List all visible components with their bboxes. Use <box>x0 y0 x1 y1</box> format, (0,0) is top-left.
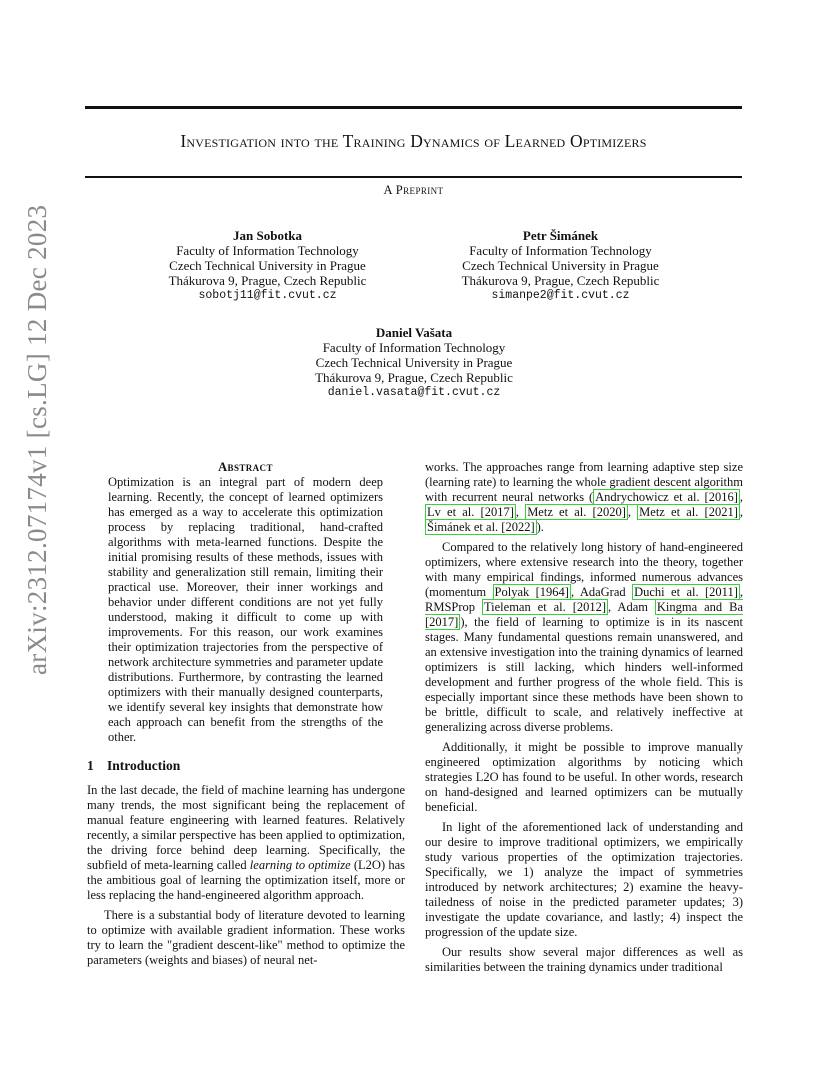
author-address: Thákurova 9, Prague, Czech Republic <box>461 273 660 288</box>
citation-link[interactable]: Andrychowicz et al. [2016] <box>595 490 738 504</box>
citation-link[interactable]: Kingma and Ba [2017] <box>425 600 743 629</box>
author-name: Jan Sobotka <box>233 228 302 243</box>
author-univ: Czech Technical University in Prague <box>315 355 513 370</box>
author-dept: Faculty of Information Technology <box>469 243 652 258</box>
emphasis-text: learning to optimize <box>249 858 351 872</box>
paragraph: In light of the aforementioned lack of understanding and our desire to improve traditional optimizers, we empirically study various properties of the optimization trajectories. Specifically, we 1) analyze the impact of symmetries introduced by network architectures; 2) examine the heavy-tailedness of noise in the predicted parameter updates; 3) investigate the update covariance, and lastly; 4) inspect the progression of the update size. <box>425 820 743 939</box>
text-run: , Adam <box>608 600 655 614</box>
author-email[interactable]: simanpe2@fit.cvut.cz <box>491 289 630 302</box>
text-run: , <box>739 505 743 519</box>
text-run: ), the field of learning to optimize is in its nascent stages. Many fundamental questions remain unanswered, and an extensive investigation into the training dynamics of learned optimizers is still lacking, which hinders well-informed development and further progress of the whole field. This is especially important since these methods have been shown to be brittle, difficult to scale, and relatively ineffective at generalizing across diverse problems. <box>425 615 743 734</box>
paragraph: Our results show several major differences as well as similarities between the training dynamics under traditional <box>425 945 743 974</box>
citation-link[interactable]: Metz et al. [2020] <box>527 505 626 519</box>
section-title: Introduction <box>107 758 181 773</box>
top-rule <box>85 106 742 109</box>
paragraph <box>425 540 743 735</box>
citation-link[interactable]: Lv et al. [2017] <box>427 505 514 519</box>
paragraph <box>425 460 743 535</box>
citation-link[interactable]: Polyak [1964] <box>494 585 569 599</box>
abstract-text: Optimization is an integral part of modern deep learning. Recently, the concept of learned optimizers has emerged as a way to accelerate this optimization process by replacing traditional, hand-crafted algorithms with meta-learned functions. Despite the initial promising results of these methods, issues with stability and generalization still remain, limiting their practical use. Moreover, their inner workings and behavior under different conditions are not yet fully understood, making it difficult to come up with improvements. For this reason, our work examines their optimization trajectories from the perspective of network architecture symmetries and parameter update distributions. Furthermore, by contrasting the learned optimizers with their manually designed counterparts, we identify several key insights that demonstrate how each approach can benefit from the strengths of the other. <box>108 475 383 744</box>
paragraph <box>87 783 405 903</box>
arxiv-stamp <box>22 204 52 675</box>
arxiv-id: arXiv:2312.07174v1 [cs.LG] 12 Dec 2023 <box>22 204 52 675</box>
author-name: Petr Šimánek <box>522 228 599 243</box>
author-name: Daniel Vašata <box>375 325 453 340</box>
text-run: , <box>515 505 526 519</box>
author-address: Thákurova 9, Prague, Czech Republic <box>315 370 513 385</box>
author-univ: Czech Technical University in Prague <box>462 258 659 273</box>
bottom-rule <box>85 176 742 178</box>
author-block-3 <box>284 325 544 400</box>
citation-link[interactable]: Tieleman et al. [2012] <box>483 600 607 614</box>
text-run: In the last decade, the field of machine learning has undergone many trends, the most significant being the replacement of manual feature engineering with learned features. Relatively recently, a similar perspective has been applied to optimization, the driving force behind deep learning. Specifically, the subfield of meta-learning called <box>87 783 405 872</box>
paper-title: Investigation into the Training Dynamics of Learned Optimizers <box>180 131 647 151</box>
author-email[interactable]: sobotj11@fit.cvut.cz <box>198 289 337 302</box>
section-number: 1 <box>87 758 94 773</box>
text-run: ). <box>536 520 544 534</box>
preprint-label: A Preprint <box>383 183 444 197</box>
paragraph: Additionally, it might be possible to improve manually engineered optimization algorithms by noticing which strategies L2O has found to be useful. In other words, research on hand-designed and learned optimizers can be mutually beneficial. <box>425 740 743 814</box>
intro-left-column <box>87 783 405 968</box>
citation-link[interactable]: Šimánek et al. [2022] <box>427 520 535 534</box>
author-address: Thákurova 9, Prague, Czech Republic <box>168 273 367 288</box>
text-run: , AdaGrad <box>570 585 633 599</box>
author-block-2 <box>433 228 688 303</box>
section-heading <box>87 758 180 774</box>
citation-link[interactable]: Metz et al. [2021] <box>639 505 738 519</box>
author-univ: Czech Technical University in Prague <box>169 258 366 273</box>
author-block-1 <box>140 228 395 303</box>
text-run: (L2O) has the ambitious goal of learning the optimization itself, more or less replacing the hand-engineered algorithm approach. <box>87 858 405 902</box>
intro-right-column <box>425 460 743 975</box>
text-run: , <box>739 490 743 504</box>
text-run: works. The approaches range from learning adaptive step size (learning rate) to learning the whole gradient descent algorithm with recurrent neural networks ( <box>425 460 743 504</box>
author-dept: Faculty of Information Technology <box>176 243 359 258</box>
author-email[interactable]: daniel.vasata@fit.cvut.cz <box>327 386 501 399</box>
text-run: , <box>627 505 638 519</box>
paragraph: There is a substantial body of literature devoted to learning to optimize with available gradient information. These works try to learn the "gradient descent-like" method to optimize the parameters (weights and biases) of neural net- <box>87 908 405 967</box>
text-run: , RMSProp <box>425 585 743 614</box>
abstract-heading: Abstract <box>218 460 273 474</box>
author-dept: Faculty of Information Technology <box>322 340 506 355</box>
text-run: Compared to the relatively long history of hand-engineered optimizers, where extensive research into the theory, together with many empirical findings, informed numerous advances (momentum <box>425 540 743 599</box>
citation-link[interactable]: Duchi et al. [2011] <box>634 585 738 599</box>
